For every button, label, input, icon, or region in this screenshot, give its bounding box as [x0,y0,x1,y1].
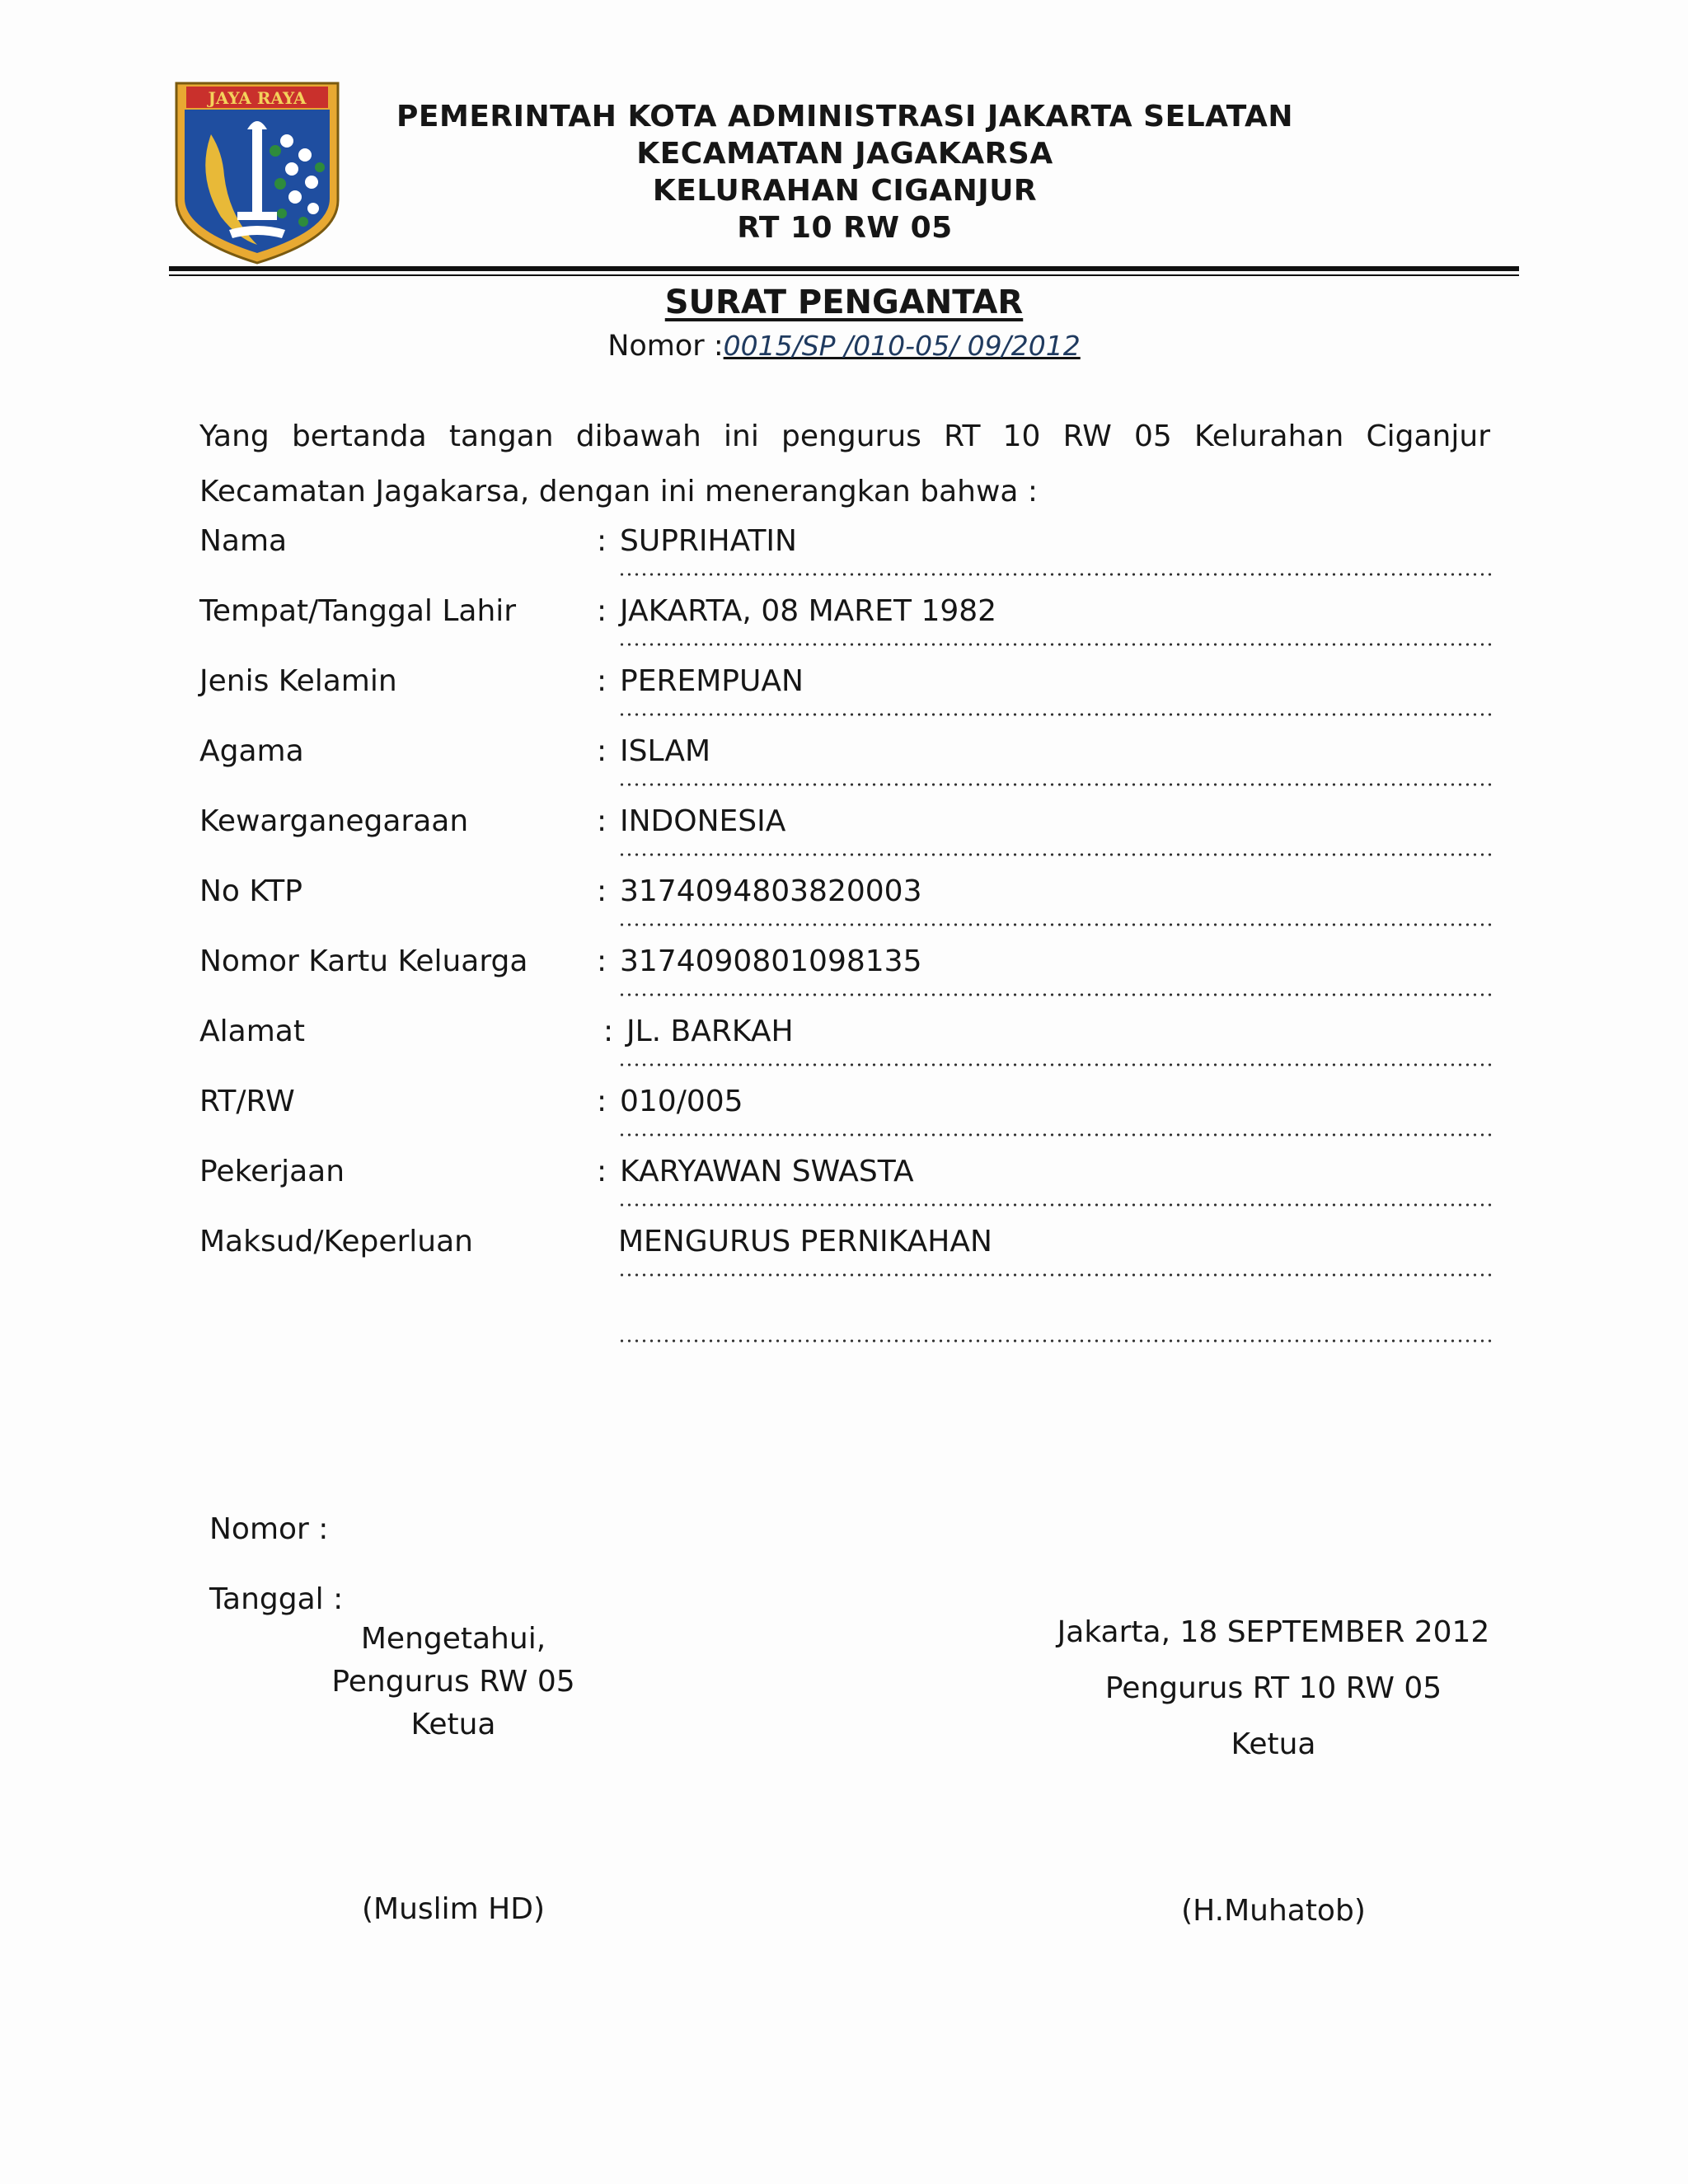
dotted-line [618,782,1492,787]
header-line-village: KELURAHAN CIGANJUR [652,174,1038,208]
dotted-line [618,572,1492,577]
header-divider-thin [169,274,1519,276]
logo-text: JAYA RAYA [208,88,307,108]
field-colon: : [597,1155,607,1188]
footer-tanggal-label: Tanggal : [209,1582,344,1616]
field-colon: : [597,664,607,698]
document-number [0,330,1688,363]
field-value: 3174094803820003 [620,874,922,908]
dotted-line [618,922,1492,927]
header-line-rt-rw: RT 10 RW 05 [737,211,953,245]
field-row-kewarganegaraan [199,804,1493,874]
field-value: 010/005 [620,1085,743,1118]
dotted-line [618,992,1492,997]
dotted-line [618,642,1492,647]
document-title: SURAT PENGANTAR [664,284,1024,321]
dotted-line [618,1132,1492,1137]
field-colon: : [597,524,607,558]
field-value: 3174090801098135 [620,944,922,978]
field-value: PEREMPUAN [620,664,804,698]
dotted-line [618,1062,1492,1067]
dotted-line [618,1272,1492,1277]
document-number-value: 0015/SP /010-05/ 09/2012 [723,330,1081,362]
field-label: Tempat/Tanggal Lahir [199,594,517,628]
field-colon: : [597,594,607,628]
field-row-alamat [199,1015,1493,1084]
field-value: KARYAWAN SWASTA [620,1155,914,1188]
field-colon: : [603,1015,614,1048]
header-line-district: KECAMATAN JAGAKARSA [636,137,1053,171]
field-colon: : [597,874,607,908]
header-line-government: PEMERINTAH KOTA ADMINISTRASI JAKARTA SELATAN [396,100,1293,134]
field-label: Agama [199,734,304,768]
field-row-no-ktp [199,874,1493,944]
dotted-line-extra [618,1338,1493,1343]
field-label: Kewarganegaraan [199,804,469,838]
field-label: Jenis Kelamin [199,664,397,698]
rw-board-title: Pengurus RW 05 [331,1665,575,1699]
rt-board-title: Pengurus RT 10 RW 05 [1104,1671,1442,1705]
rw-chairman-title: Ketua [410,1708,496,1741]
field-value: JL. BARKAH [626,1015,794,1048]
field-value: ISLAM [620,734,711,768]
field-row-jenis-kelamin [199,664,1493,733]
document-number-label: Nomor : [607,330,724,363]
field-row-maksud-keperluan [199,1225,1493,1294]
field-label: No KTP [199,874,302,908]
dotted-line [618,852,1492,857]
field-value: MENGURUS PERNIKAHAN [618,1225,992,1258]
field-row-nomor-kartu-keluarga [199,944,1493,1014]
field-colon: : [597,944,607,978]
dotted-line [618,1202,1492,1207]
footer-nomor-label: Nomor : [209,1512,329,1546]
field-value: INDONESIA [620,804,786,838]
rw-acknowledgement: Mengetahui, [360,1622,546,1656]
field-row-tempat-tanggal-lahir [199,594,1493,663]
rt-signer-name: (H.Muhatob) [1181,1894,1366,1928]
field-colon: : [597,734,607,768]
field-row-agama [199,734,1493,804]
rt-chairman-title: Ketua [1231,1727,1316,1761]
field-colon: : [597,804,607,838]
field-label: Alamat [199,1015,305,1048]
intro-paragraph: Yang bertanda tangan dibawah ini pengurus RT 10 RW 05 Kelurahan Ciganjur Kecamatan Jagakarsa, dengan ini menerangkan bahwa : [199,419,1490,509]
field-colon: : [597,1085,607,1118]
header-divider-thick [169,266,1519,271]
field-label: Pekerjaan [199,1155,345,1188]
field-label: Nomor Kartu Keluarga [199,944,528,978]
field-label: Maksud/Keperluan [199,1225,473,1258]
dotted-line [618,712,1492,717]
field-value: SUPRIHATIN [620,524,797,558]
rw-signer-name: (Muslim HD) [361,1892,546,1926]
field-row-rt-rw [199,1085,1493,1154]
field-row-pekerjaan [199,1155,1493,1224]
field-label: Nama [199,524,288,558]
field-row-nama [199,524,1493,593]
place-and-date: Jakarta, 18 SEPTEMBER 2012 [1057,1615,1490,1649]
field-value: JAKARTA, 08 MARET 1982 [620,594,997,628]
field-label: RT/RW [199,1085,295,1118]
